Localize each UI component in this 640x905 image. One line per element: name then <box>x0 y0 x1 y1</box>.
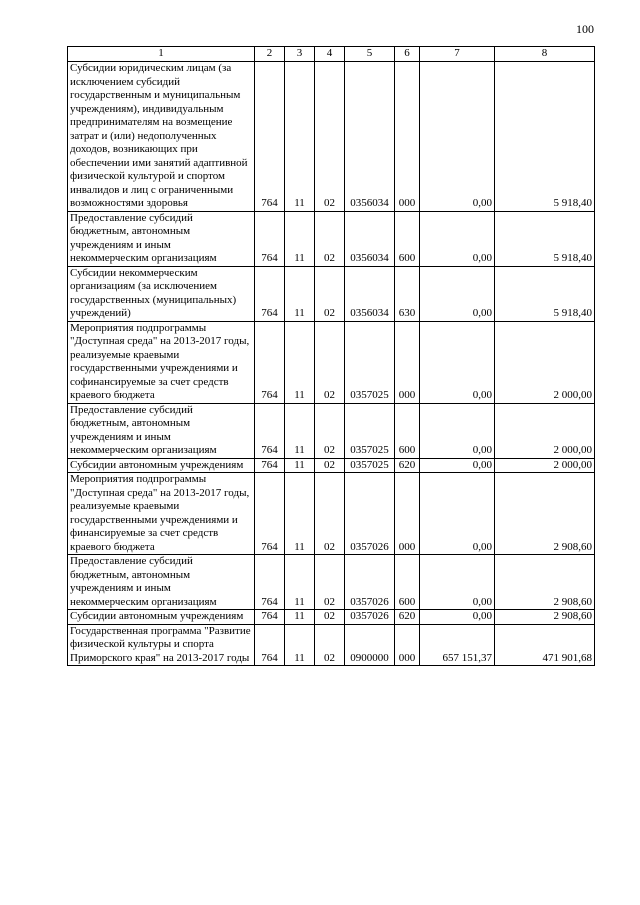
amount-col7: 0,00 <box>420 266 495 321</box>
column-header: 6 <box>395 47 420 62</box>
subsection-code: 02 <box>315 211 345 266</box>
amount-col7: 0,00 <box>420 62 495 212</box>
expense-type-code: 620 <box>395 458 420 473</box>
amount-col8: 2 000,00 <box>495 321 595 403</box>
subsection-code: 02 <box>315 624 345 666</box>
expense-type-code: 000 <box>395 624 420 666</box>
column-header: 5 <box>345 47 395 62</box>
subsection-code: 02 <box>315 458 345 473</box>
ministry-code: 764 <box>255 62 285 212</box>
amount-col7: 0,00 <box>420 473 495 555</box>
column-header: 8 <box>495 47 595 62</box>
expense-type-code: 000 <box>395 321 420 403</box>
section-code: 11 <box>285 62 315 212</box>
ministry-code: 764 <box>255 555 285 610</box>
table-row <box>68 458 595 473</box>
target-item-code: 0357026 <box>345 555 395 610</box>
amount-col8: 2 908,60 <box>495 610 595 625</box>
expense-type-code: 000 <box>395 62 420 212</box>
target-item-code: 0356034 <box>345 266 395 321</box>
amount-col7: 0,00 <box>420 321 495 403</box>
table-row <box>68 266 595 321</box>
subsection-code: 02 <box>315 473 345 555</box>
section-code: 11 <box>285 458 315 473</box>
column-header: 1 <box>68 47 255 62</box>
ministry-code: 764 <box>255 211 285 266</box>
section-code: 11 <box>285 610 315 625</box>
column-header: 3 <box>285 47 315 62</box>
row-name: Субсидии юридическим лицам (за исключением субсидий государственным и муниципальным учреждениям), индивидуальным предпринимателям на возмещение затрат и (или) недополученных доходов, возникающих при обеспечении ими занятий адаптивной физической культурой и спортом инвалидов и лиц с ограниченными возможностями здоровья <box>68 62 255 212</box>
subsection-code: 02 <box>315 555 345 610</box>
amount-col8: 2 908,60 <box>495 473 595 555</box>
section-code: 11 <box>285 321 315 403</box>
amount-col8: 2 908,60 <box>495 555 595 610</box>
ministry-code: 764 <box>255 321 285 403</box>
table-row <box>68 403 595 458</box>
amount-col7: 0,00 <box>420 555 495 610</box>
subsection-code: 02 <box>315 403 345 458</box>
section-code: 11 <box>285 211 315 266</box>
expense-type-code: 600 <box>395 555 420 610</box>
subsection-code: 02 <box>315 610 345 625</box>
row-name: Государственная программа "Развитие физической культуры и спорта Приморского края" на 2013-2017 годы <box>68 624 255 666</box>
subsection-code: 02 <box>315 62 345 212</box>
column-header: 4 <box>315 47 345 62</box>
table-row <box>68 555 595 610</box>
page-number: 100 <box>576 22 594 36</box>
header-row <box>68 47 595 62</box>
target-item-code: 0357025 <box>345 458 395 473</box>
target-item-code: 0356034 <box>345 62 395 212</box>
section-code: 11 <box>285 403 315 458</box>
amount-col8: 2 000,00 <box>495 458 595 473</box>
target-item-code: 0357025 <box>345 403 395 458</box>
row-name: Мероприятия подпрограммы "Доступная среда" на 2013-2017 годы, реализуемые краевыми государственными учреждениями и финансируемые за счет средств краевого бюджета <box>68 473 255 555</box>
table-row <box>68 321 595 403</box>
amount-col8: 5 918,40 <box>495 266 595 321</box>
budget-table <box>67 46 595 666</box>
target-item-code: 0357025 <box>345 321 395 403</box>
ministry-code: 764 <box>255 403 285 458</box>
expense-type-code: 000 <box>395 473 420 555</box>
row-name: Предоставление субсидий бюджетным, автономным учреждениям и иным некоммерческим организациям <box>68 403 255 458</box>
section-code: 11 <box>285 624 315 666</box>
ministry-code: 764 <box>255 473 285 555</box>
subsection-code: 02 <box>315 321 345 403</box>
row-name: Субсидии некоммерческим организациям (за исключением государственных (муниципальных) учреждений) <box>68 266 255 321</box>
ministry-code: 764 <box>255 624 285 666</box>
amount-col7: 0,00 <box>420 211 495 266</box>
row-name: Субсидии автономным учреждениям <box>68 458 255 473</box>
amount-col8: 5 918,40 <box>495 62 595 212</box>
expense-type-code: 620 <box>395 610 420 625</box>
target-item-code: 0900000 <box>345 624 395 666</box>
expense-type-code: 630 <box>395 266 420 321</box>
section-code: 11 <box>285 555 315 610</box>
table-row <box>68 473 595 555</box>
section-code: 11 <box>285 266 315 321</box>
ministry-code: 764 <box>255 458 285 473</box>
column-header: 7 <box>420 47 495 62</box>
column-header: 2 <box>255 47 285 62</box>
subsection-code: 02 <box>315 266 345 321</box>
row-name: Мероприятия подпрограммы "Доступная среда" на 2013-2017 годы, реализуемые краевыми государственными учреждениями и софинансируемые за счет средств краевого бюджета <box>68 321 255 403</box>
target-item-code: 0357026 <box>345 473 395 555</box>
ministry-code: 764 <box>255 610 285 625</box>
table-row <box>68 610 595 625</box>
expense-type-code: 600 <box>395 403 420 458</box>
row-name: Субсидии автономным учреждениям <box>68 610 255 625</box>
expense-type-code: 600 <box>395 211 420 266</box>
amount-col8: 471 901,68 <box>495 624 595 666</box>
amount-col7: 0,00 <box>420 610 495 625</box>
amount-col8: 2 000,00 <box>495 403 595 458</box>
row-name: Предоставление субсидий бюджетным, автономным учреждениям и иным некоммерческим организациям <box>68 555 255 610</box>
target-item-code: 0356034 <box>345 211 395 266</box>
table-row <box>68 62 595 212</box>
target-item-code: 0357026 <box>345 610 395 625</box>
table-row <box>68 624 595 666</box>
row-name: Предоставление субсидий бюджетным, автономным учреждениям и иным некоммерческим организациям <box>68 211 255 266</box>
amount-col7: 0,00 <box>420 403 495 458</box>
amount-col8: 5 918,40 <box>495 211 595 266</box>
ministry-code: 764 <box>255 266 285 321</box>
table-row <box>68 211 595 266</box>
amount-col7: 0,00 <box>420 458 495 473</box>
amount-col7: 657 151,37 <box>420 624 495 666</box>
section-code: 11 <box>285 473 315 555</box>
